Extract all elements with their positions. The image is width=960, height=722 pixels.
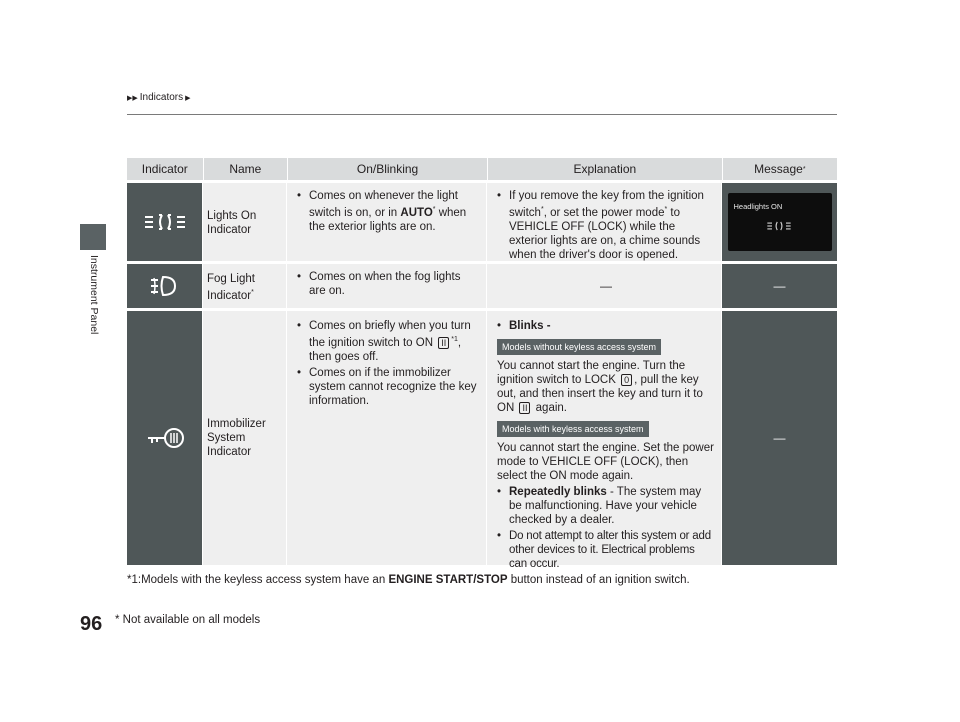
table-row	[127, 264, 837, 308]
indicator-name: Lights On Indicator	[207, 210, 257, 236]
header-rule	[127, 114, 837, 115]
page-number: 96	[80, 613, 103, 635]
model-badge: Models with keyless access system	[497, 421, 649, 437]
on-cell	[287, 183, 487, 261]
on-text: Comes on when the fog lights are on.	[309, 271, 461, 297]
indicator-cell	[127, 264, 203, 308]
breadcrumb-arrow-icon: ▶▶	[127, 94, 138, 102]
breadcrumb-arrow-icon: ▶	[185, 94, 191, 102]
header-on-blinking: On/Blinking	[288, 158, 488, 180]
message-cell	[722, 183, 837, 261]
list-item: • Comes on briefly when you turn the ignition switch to ON II $^{*1}$, then goes off.	[297, 319, 480, 364]
on-text: Comes on briefly when you turn the ignition switch to ON II $^{*1}$, then goes off.	[309, 320, 471, 363]
explanation-cell	[487, 311, 722, 570]
footnote: *1:Models with the keyless access system have an ENGINE START/STOP button instead of an ignition switch.	[127, 574, 690, 586]
section-label: Instrument Panel	[88, 255, 100, 335]
section-tab	[80, 224, 106, 250]
indicator-table	[127, 158, 837, 570]
list-item: • Repeatedly blinks - The system may be malfunctioning. Have your vehicle checked by a dealer.	[497, 486, 702, 526]
name-cell	[203, 311, 287, 565]
table-row	[127, 311, 837, 570]
indicator-cell	[127, 183, 203, 261]
list-item: • Blinks -	[497, 320, 551, 332]
on-text: Comes on if the immobilizer system cannot recognize the key information.	[309, 366, 477, 407]
list-item: • Comes on whenever the light switch is on, or in AUTO* when the exterior lights are on.	[297, 189, 480, 234]
explanation-text: If you remove the key from the ignition switch*, or set the power mode* to VEHICLE OFF (LOCK) while the exterior lights are on, a chime sounds when the driver's door is opened.	[509, 190, 704, 261]
list-item: • Do not attempt to alter this system or add other devices to it. Electrical problems can occur.	[497, 530, 711, 570]
explanation-cell: —	[487, 264, 722, 308]
model-badge: Models without keyless access system	[497, 339, 661, 355]
message-cell: —	[722, 311, 837, 565]
on-cell	[287, 311, 487, 565]
list-item: • Comes on when the fog lights are on.	[297, 270, 480, 298]
availability-note: * Not available on all models	[115, 614, 261, 626]
header-explanation: Explanation	[488, 158, 723, 180]
explanation-text: You cannot start the engine. Set the power mode to VEHICLE OFF (LOCK), then select the ON mode again.	[497, 442, 714, 482]
indicator-name: Immobilizer System Indicator	[207, 418, 266, 458]
indicator-name: Fog Light Indicator*	[207, 273, 255, 302]
message-screen	[728, 193, 832, 251]
header-indicator: Indicator	[127, 158, 204, 180]
header-name: Name	[204, 158, 289, 180]
breadcrumb	[127, 92, 191, 103]
explanation-cell	[487, 183, 722, 261]
screen-text: Headlights ON	[733, 202, 783, 211]
header-message: Message *	[754, 162, 806, 176]
on-cell	[287, 264, 487, 308]
message-cell: —	[722, 264, 837, 308]
breadcrumb-label[interactable]: Indicators	[139, 92, 184, 103]
table-header	[127, 158, 837, 180]
indicator-cell	[127, 311, 203, 565]
list-item: • Comes on if the immobilizer system cannot recognize the key information.	[297, 366, 480, 408]
lights-on-icon	[142, 210, 188, 234]
lights-on-icon	[764, 219, 794, 233]
table-row	[127, 183, 837, 261]
explanation-text: You cannot start the engine. Turn the ignition switch to LOCK 0 , pull the key out, and then insert the key and turn it to ON II again.	[497, 360, 703, 414]
list-item: • If you remove the key from the ignition switch*, or set the power mode* to VEHICLE OFF (LOCK) while the exterior lights are on, a chime sounds when the driver's door is opened.	[497, 189, 715, 262]
fog-light-icon	[148, 274, 182, 298]
immobilizer-icon	[145, 425, 185, 451]
on-text: Comes on whenever the light switch is on, or in AUTO* when the exterior lights are on.	[309, 190, 467, 233]
name-cell	[203, 183, 287, 261]
name-cell	[203, 264, 287, 308]
